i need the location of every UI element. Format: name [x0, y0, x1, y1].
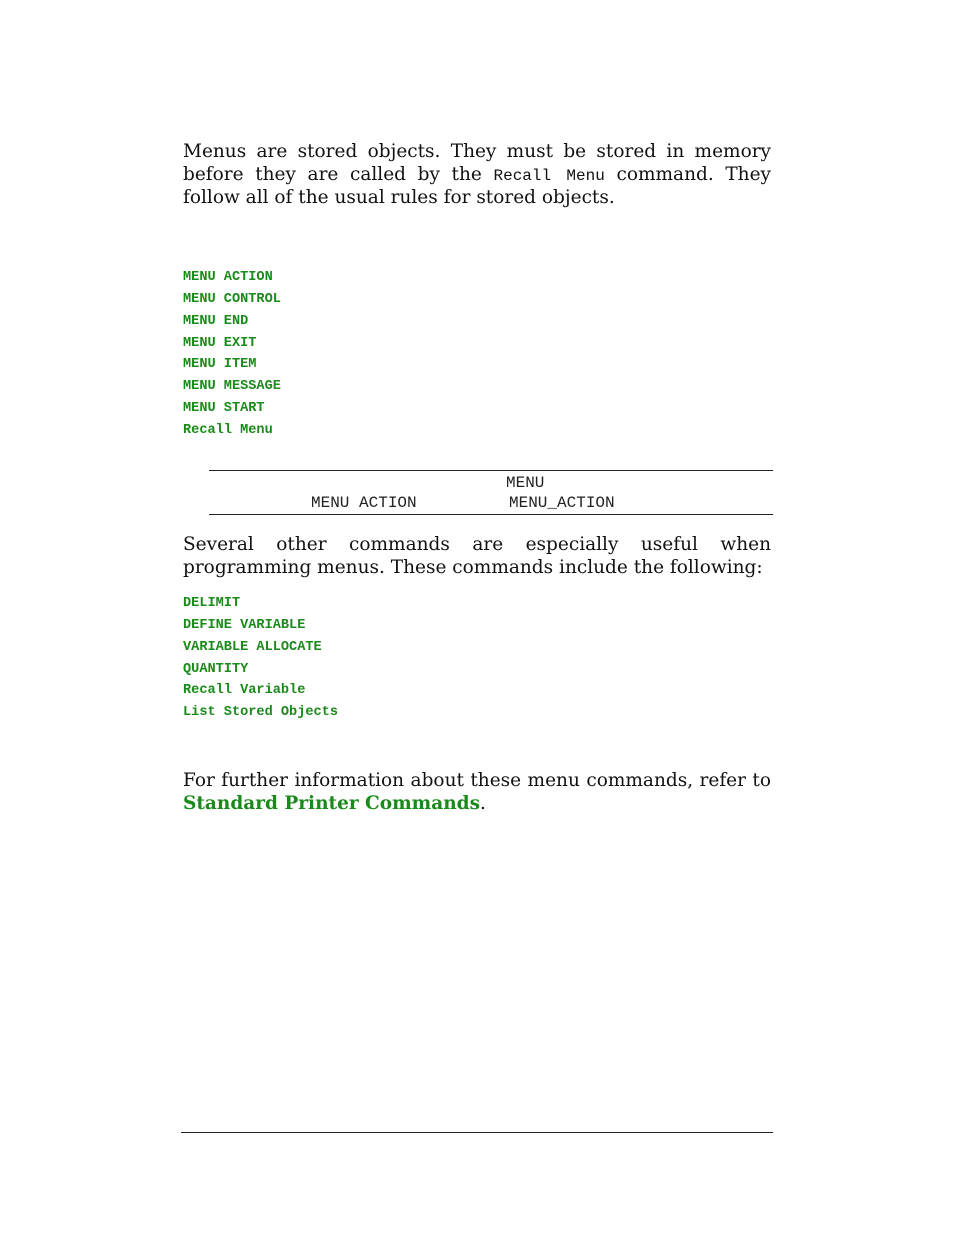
table-bottom-rule — [209, 514, 773, 515]
further-info-paragraph — [183, 770, 771, 815]
menu-command-list — [183, 267, 281, 442]
intro-code: Recall Menu — [493, 166, 605, 185]
further-end: . — [480, 792, 486, 814]
menu-command-link[interactable]: MENU EXIT — [183, 335, 257, 351]
footer-rule — [181, 1132, 773, 1133]
intro-text-after: command. They follow all of the usual rules for stored objects. — [183, 163, 771, 208]
standard-printer-commands-link[interactable]: Standard Printer Commands — [183, 792, 481, 814]
menu-command-link[interactable]: Recall Menu — [183, 422, 273, 438]
other-command-link[interactable]: QUANTITY — [183, 661, 249, 677]
table-cell-name: MENU_ACTION — [509, 494, 615, 512]
table-header-col2: MENU — [506, 474, 545, 492]
other-command-link[interactable]: Recall Variable — [183, 683, 306, 699]
other-command-link[interactable]: DELIMIT — [183, 596, 241, 611]
other-command-link[interactable]: VARIABLE ALLOCATE — [183, 639, 322, 655]
intro-text-before: Menus are stored objects. They must be stored in memory before they are called by the — [183, 141, 771, 185]
other-command-list — [183, 593, 338, 724]
menu-command-link[interactable]: MENU ACTION — [183, 270, 273, 285]
further-text: For further information about these menu commands, refer to — [183, 770, 771, 791]
table-top-rule — [209, 470, 773, 471]
other-commands-intro: Several other commands are especially useful when programming menus. These commands include the following: — [183, 534, 771, 578]
table-cell-command: MENU ACTION — [311, 494, 417, 512]
menu-command-link[interactable]: MENU MESSAGE — [183, 379, 281, 395]
menu-command-link[interactable]: MENU END — [183, 313, 249, 329]
other-command-link[interactable]: List Stored Objects — [183, 705, 338, 721]
menu-command-link[interactable]: MENU CONTROL — [183, 291, 281, 307]
menu-command-link[interactable]: MENU START — [183, 401, 265, 417]
menu-command-link[interactable]: MENU ITEM — [183, 357, 257, 373]
intro-paragraph — [183, 141, 771, 210]
other-command-link[interactable]: DEFINE VARIABLE — [183, 617, 306, 633]
